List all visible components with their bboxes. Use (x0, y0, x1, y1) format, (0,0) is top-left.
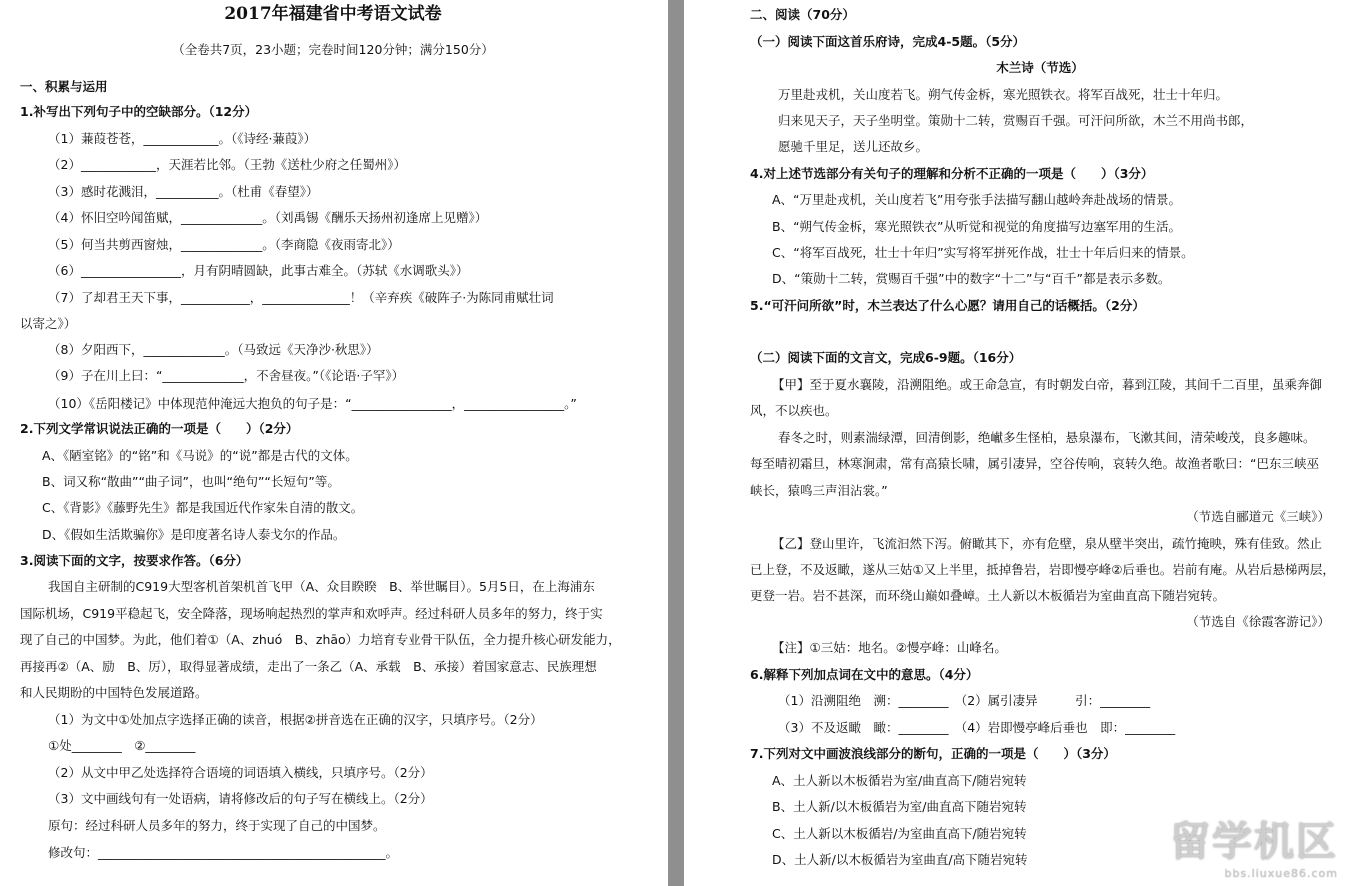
document-page-right (684, 0, 1350, 886)
text-line: （1）蒹葭苍苍，____________。（《诗经·蒹葭》） (48, 131, 317, 146)
text-line: C、“将军百战死，壮士十年归”实写将军拼死作战，壮士十年后归来的情景。 (772, 245, 1194, 260)
text-line: （2）____________，天涯若比邻。（王勃《送杜少府之任蜀州》） (48, 157, 406, 172)
text-line: （3）不及返瞰 瞰：________ （4）岩即慢亭峰后垂也 即：________ (778, 720, 1176, 735)
text-line: ①处________ ②________ (48, 738, 196, 753)
text-line: （10）《岳阳楼记》中体现范仲淹远大抱负的句子是：“________________，________________。” (48, 396, 577, 411)
text-line: （1）沿溯阻绝 溯：________ （2）属引凄异 引：________ (778, 693, 1151, 708)
text-line: D、土人新/以木板循岩为室曲直/高下随岩宛转 (772, 852, 1028, 867)
text-line: （3）文中画线句有一处语病，请将修改后的句子写在横线上。（2分） (48, 791, 433, 806)
text-line: （9）子在川上曰：“_____________，不舍昼夜。”（《论语·子罕》） (48, 368, 405, 383)
text-line: 风，不以疾也。 (750, 403, 838, 418)
site-watermark (1170, 810, 1338, 880)
text-line: 现了自己的中国梦。为此，他们着①（A、zhuó B、zhāo）力培育专业骨干队伍，全力提升核心研发能力， (20, 632, 621, 647)
text-line: 4.对上述节选部分有关句子的理解和分析不正确的一项是（ ）（3分） (750, 166, 1154, 181)
text-line: （二）阅读下面的文言文，完成6-9题。（16分） (750, 350, 1022, 365)
text-line: 7.下列对文中画波浪线部分的断句，正确的一项是（ ）（3分） (750, 746, 1116, 761)
text-line: 万里赴戎机，关山度若飞。朔气传金柝，寒光照铁衣。将军百战死，壮士十年归。 (778, 87, 1229, 102)
document-page-left (0, 0, 668, 886)
text-line: 2.下列文学常识说法正确的一项是（ ）（2分） (20, 421, 299, 436)
text-line: D、《假如生活欺骗你》是印度著名诗人泰戈尔的作品。 (42, 527, 346, 542)
text-line: A、《陋室铭》的“铭”和《马说》的“说”都是古代的文体。 (42, 448, 358, 463)
exam-title: 2017年福建省中考语文试卷 (224, 4, 442, 24)
text-line: （2）从文中甲乙处选择符合语境的词语填入横线，只填序号。（2分） (48, 765, 433, 780)
text-line: （3）感时花溅泪，__________。（杜甫《春望》） (48, 184, 319, 199)
text-line: 我国自主研制的C919大型客机首架机首飞甲（A、众目睽睽 B、举世瞩目）。5月5日，在上海浦东 (48, 579, 595, 594)
text-line: 归来见天子，天子坐明堂。策勋十二转，赏赐百千强。可汗问所欲，木兰不用尚书郎， (778, 113, 1254, 128)
text-line: 木兰诗（节选） (996, 60, 1084, 75)
text-line: 更登一岩。岩不甚深，而环绕山巅如叠嶂。土人新以木板循岩为室曲直高下随岩宛转。 (750, 588, 1226, 603)
text-line: 和人民期盼的中国特色发展道路。 (20, 685, 208, 700)
text-line: （一）阅读下面这首乐府诗，完成4-5题。（5分） (750, 34, 1026, 49)
text-line: C、土人新以木板循岩/为室曲直高下/随岩宛转 (772, 826, 1027, 841)
text-line: 每至晴初霜旦，林寒涧肃，常有高猿长啸，属引凄异，空谷传响，哀转久绝。故渔者歌曰：“巴东三峡巫 (750, 456, 1319, 471)
text-line: 一、积累与运用 (20, 79, 108, 94)
text-line: 愿驰千里足，送儿还故乡。 (778, 139, 929, 154)
text-line: B、“朔气传金柝，寒光照铁衣”从听觉和视觉的角度描写边塞军用的生活。 (772, 219, 1182, 234)
text-line: 【乙】登山里许，飞流汩然下泻。俯瞰其下，亦有危壁，泉从壁半突出，疏竹掩映，殊有佳致。然止 (772, 536, 1323, 551)
text-line: 3.阅读下面的文字，按要求作答。（6分） (20, 553, 249, 568)
text-line: 春冬之时，则素湍绿潭，回清倒影，绝𪩘多生怪柏，悬泉瀑布，飞漱其间，清荣峻茂，良多趣味。 (778, 430, 1316, 445)
text-line: A、“万里赴戎机，关山度若飞”用夸张手法描写翻山越岭奔赴战场的情景。 (772, 192, 1182, 207)
text-line: 【注】①三姑：地名。②慢亭峰：山峰名。 (772, 640, 1007, 655)
text-line: （8）夕阳西下，_____________。（马致远《天净沙·秋思》） (48, 342, 379, 357)
text-line: （4）怀旧空吟闻笛赋，_____________。（刘禹锡《酬乐天扬州初逢席上见赠》） (48, 210, 488, 225)
text-line: 1.补写出下列句子中的空缺部分。（12分） (20, 104, 258, 119)
text-line: C、《背影》《藤野先生》都是我国近代作家朱自清的散文。 (42, 500, 364, 515)
text-line: 二、阅读（70分） (750, 7, 855, 22)
text-line: B、词又称“散曲”“曲子词”，也叫“绝句”“长短句”等。 (42, 474, 340, 489)
text-line: （节选自《徐霞客游记》） (1186, 614, 1330, 629)
text-line: （7）了却君王天下事，___________，______________！（辛弃疾《破阵子·为陈同甫赋壮词 (48, 290, 554, 305)
text-line: 修改句：______________________________________________。 (48, 845, 399, 860)
text-line: B、土人新/以木板循岩为室/曲直高下随岩宛转 (772, 799, 1027, 814)
text-line: （1）为文中①处加点字选择正确的读音，根据②拼音选在正确的汉字，只填序号。（2分） (48, 712, 543, 727)
watermark-logo-text: 留学机区 (1170, 819, 1338, 865)
exam-subtitle: （全卷共7页，23小题；完卷时间120分钟；满分150分） (172, 42, 494, 57)
text-line: 再接再②（A、励 B、厉），取得显著成绩，走出了一条乙（A、承载 B、承接）着国家意志、民族理想 (20, 659, 597, 674)
text-line: 【甲】至于夏水襄陵，沿溯阻绝。或王命急宣，有时朝发白帝，暮到江陵，其间千二百里，虽乘奔御 (772, 377, 1323, 392)
text-line: （节选自郦道元《三峡》） (1186, 509, 1330, 524)
text-line: 以寄之》） (20, 316, 77, 331)
text-line: （5）何当共剪西窗烛，_____________。（李商隐《夜雨寄北》） (48, 237, 400, 252)
text-line: 已上登，不及返瞰，遂从三姑①又上半里，抵掉鲁岩，岩即慢亭峰②后垂也。岩前有庵。从岩后悬梯两层， (750, 562, 1335, 577)
text-line: 国际机场，C919平稳起飞，安全降落，现场响起热烈的掌声和欢呼声。经过科研人员多年的努力，终于实 (20, 606, 603, 621)
text-line: 6.解释下列加点词在文中的意思。（4分） (750, 667, 979, 682)
text-line: A、土人新以木板循岩为室/曲直高下/随岩宛转 (772, 773, 1027, 788)
text-line: （6）________________，月有阴晴圆缺，此事古难全。（苏轼《水调歌头》） (48, 263, 469, 278)
text-line: 峡长，猿鸣三声泪沾裳。” (750, 483, 888, 498)
page-gutter (668, 0, 684, 886)
text-line: 原句：经过科研人员多年的努力，终于实现了自己的中国梦。 (48, 818, 386, 833)
text-line: D、“策勋十二转，赏赐百千强”中的数字“十二”与“百千”都是表示多数。 (772, 271, 1171, 286)
text-line: 5.“可汗问所欲”时，木兰表达了什么心愿？请用自己的话概括。（2分） (750, 298, 1145, 313)
watermark-url: bbs.liuxue86.com (1224, 867, 1338, 880)
